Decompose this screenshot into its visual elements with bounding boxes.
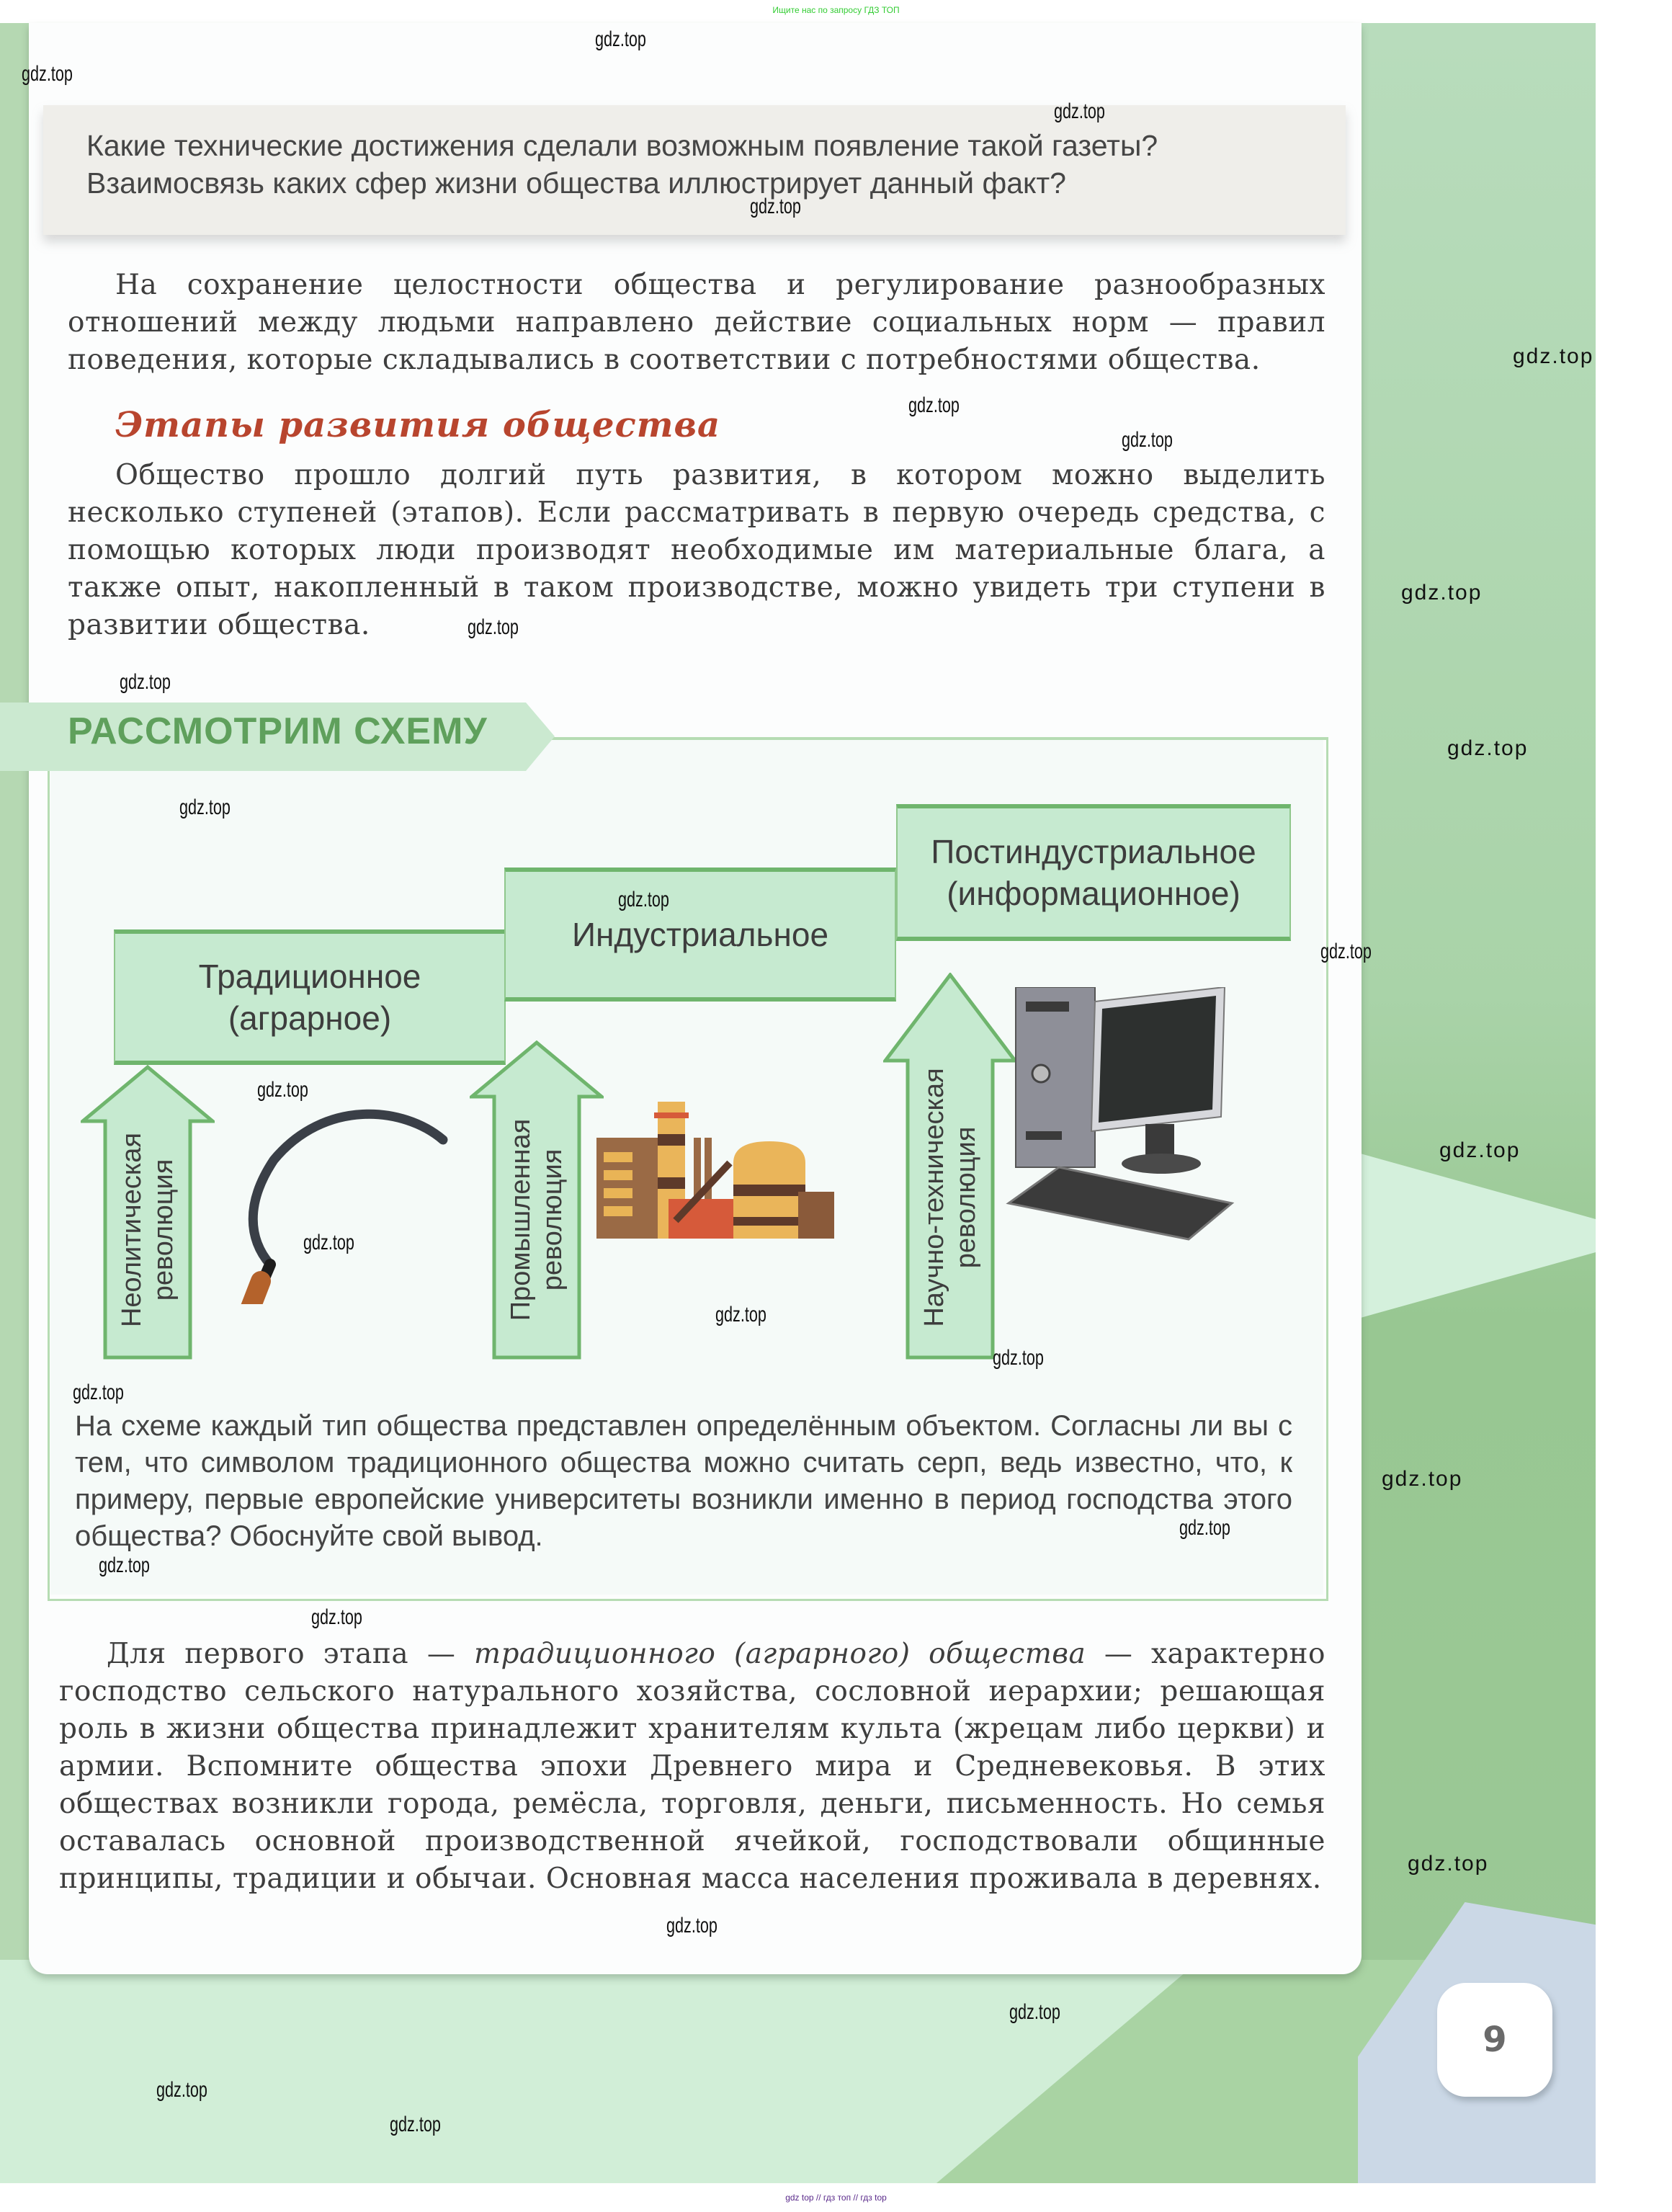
page-number: 9 <box>1483 2020 1507 2060</box>
watermark: gdz.top <box>120 670 171 694</box>
watermark: gdz.top <box>179 795 231 819</box>
arrow-scientific <box>883 973 1017 1360</box>
arrow-industrial <box>470 1040 604 1360</box>
watermark: gdz.top <box>468 615 519 639</box>
watermark: gdz.top <box>390 2113 441 2136</box>
question-text <box>86 127 1340 202</box>
factory-icon <box>596 1069 870 1242</box>
stage-name: Постиндустриальное <box>931 833 1256 870</box>
watermark: gdz.top <box>618 888 669 911</box>
revolution-label: Неолитическая революция <box>117 1133 179 1328</box>
stage-industrial <box>504 868 896 1002</box>
stage-name: Традиционное <box>198 958 421 995</box>
watermark: gdz.top <box>750 195 801 218</box>
stage-name: Индустриальное <box>571 916 829 953</box>
stage-postindustrial <box>896 804 1291 941</box>
watermark: gdz.top <box>303 1231 354 1254</box>
paragraph-stages: Общество прошло долгий путь развития, в котором можно выделить несколько ступеней (этапов). Если рассматривать в первую очередь средства, с помощью которых люди производят необходимые им материальные блага, а также опыт, накопленный в таком производстве, можно увидеть три ступени в развитии общества. <box>68 459 1325 641</box>
scheme-tab-label: РАССМОТРИМ СХЕМУ <box>68 710 488 752</box>
arrow-neolithic <box>81 1065 215 1360</box>
paragraph-social-norms: На сохранение целостности общества и регулирование разнообразных отношений между людьми направлено действие социальных норм — правил поведения, которые складывались в соответствии с потребностями общества. <box>68 269 1325 376</box>
watermark: gdz.top <box>666 1914 717 1937</box>
watermark: gdz.top <box>99 1553 150 1577</box>
sickle-icon <box>231 1102 461 1304</box>
watermark: gdz.top <box>22 62 73 86</box>
scan-right-edge <box>1596 23 1672 2183</box>
watermark: gdz.top <box>1382 1467 1463 1491</box>
watermark: gdz.top <box>1408 1852 1489 1876</box>
question-line: Какие технические достижения сделали возможным появление такой газеты? <box>86 129 1158 162</box>
watermark: gdz.top <box>1320 940 1372 963</box>
stage-subname: (информационное) <box>947 875 1240 912</box>
watermark: gdz.top <box>1401 581 1483 605</box>
question-line: Взаимосвязь каких сфер жизни общества иллюстрирует данный факт? <box>86 166 1066 200</box>
section-title: Этапы развития общества <box>115 405 721 445</box>
watermark: gdz.top <box>1054 99 1105 123</box>
watermark: gdz.top <box>156 2078 207 2102</box>
watermark: gdz.top <box>908 393 960 417</box>
top-banner <box>0 0 1672 22</box>
revolution-label: Научно-техническая революция <box>919 1068 981 1327</box>
watermark: gdz.top <box>257 1078 308 1102</box>
watermark: gdz.top <box>715 1303 766 1326</box>
stage-subname: (аграрное) <box>228 999 392 1037</box>
term-traditional-society: традиционного (аграрного) общества <box>473 1638 1086 1670</box>
watermark: gdz.top <box>595 27 646 51</box>
page-number-tab <box>1437 1983 1552 2097</box>
watermark: gdz.top <box>73 1381 124 1404</box>
paragraph-traditional: Для первого этапа — традиционного (аграрного) общества — характерно господство сельского натурального хозяйства, сословной иерархии; решающая роль в жизни общества принадлежит хранителям культа (жрецам либо церкви) и армии. Вспомните общества эпохи Древнего мира и Средневековья. В этих обществах возникли города, ремёсла, торговля, деньги, письменность. Но семья оставалась основной производственной ячейкой, господствовали общинные принципы, традиции и обычаи. Основная масса населения проживала в деревнях. <box>59 1638 1325 1895</box>
bottom-banner <box>0 2183 1672 2211</box>
watermark: gdz.top <box>1009 2000 1060 2024</box>
watermark: gdz.top <box>1122 428 1173 452</box>
watermark: gdz.top <box>1439 1138 1521 1162</box>
watermark: gdz.top <box>1513 344 1594 368</box>
watermark: gdz.top <box>993 1346 1044 1370</box>
watermark: gdz.top <box>1179 1516 1230 1540</box>
stage-traditional <box>114 929 506 1065</box>
watermark: gdz.top <box>311 1605 362 1629</box>
bottom-banner-text: gdz top // гдз топ // гдз top <box>785 2193 887 2203</box>
computer-icon <box>1001 987 1246 1254</box>
revolution-label: Промышленная революция <box>506 1118 568 1321</box>
watermark: gdz.top <box>1447 736 1529 760</box>
scheme-caption: На схеме каждый тип общества представлен определённым объектом. Согласны ли вы с тем, что символом традиционного общества можно считать серп, ведь известно, что, к примеру, первые европейские университеты возникли именно в период господства этого общества? Обоснуйте свой вывод. <box>75 1410 1292 1552</box>
top-banner-text: Ищите нас по запросу ГДЗ ТОП <box>772 5 900 15</box>
